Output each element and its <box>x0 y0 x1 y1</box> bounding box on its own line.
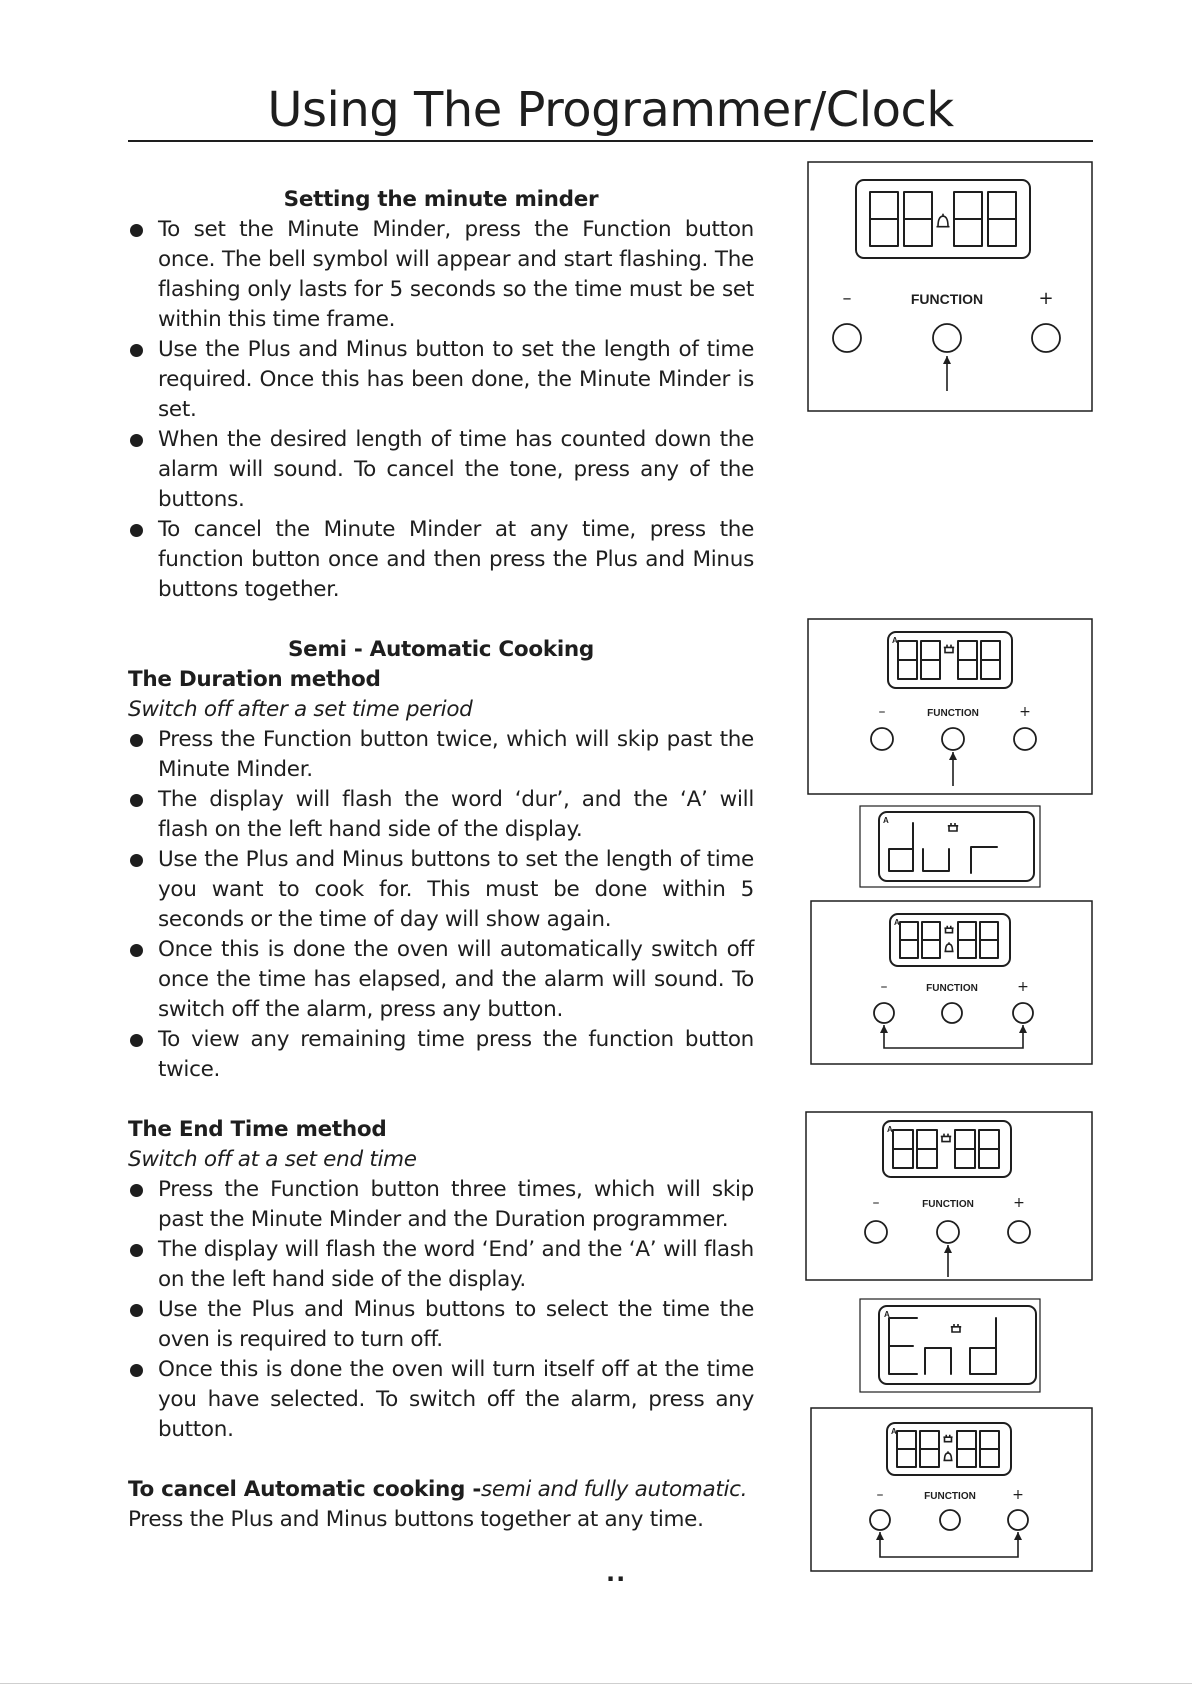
function-button <box>933 324 961 352</box>
plus-label: + <box>1017 979 1029 995</box>
function-button <box>942 728 964 750</box>
list-item: The display will flash the word ‘dur’, and the ‘A’ will flash on the left hand side of the display. <box>128 785 754 845</box>
cancel-automatic-text: Press the Plus and Minus buttons together at any time. <box>128 1507 704 1532</box>
function-label: FUNCTION <box>924 1491 976 1502</box>
end-time-function-panel-diagram <box>805 1111 1093 1281</box>
end-time-method-list <box>128 1175 754 1445</box>
instructions-column <box>128 185 754 1535</box>
list-item: Press the Function button three times, which will skip past the Minute Minder and the Duration programmer. <box>128 1175 754 1235</box>
list-item: To view any remaining time press the function button twice. <box>128 1025 754 1085</box>
minus-label: – <box>842 288 852 309</box>
page-marker: .. <box>606 1559 627 1587</box>
plus-button <box>1008 1510 1028 1530</box>
plus-label: + <box>1038 288 1054 309</box>
end-display-diagram <box>859 1298 1041 1393</box>
minus-label: – <box>878 704 886 720</box>
page-title: Using The Programmer/Clock <box>267 82 954 138</box>
auto-indicator: A <box>891 1427 897 1436</box>
auto-indicator: A <box>892 636 898 645</box>
list-item: Use the Plus and Minus buttons to set the length of time you want to cook for. This must be done within 5 seconds or the time of day will show again. <box>128 845 754 935</box>
minute-minder-panel-diagram <box>807 161 1093 412</box>
plus-button <box>1014 728 1036 750</box>
minus-label: – <box>876 1487 884 1503</box>
plus-label: + <box>1013 1195 1025 1211</box>
minus-label: – <box>880 979 888 995</box>
duration-method-list <box>128 725 754 1085</box>
duration-plus-minus-panel-diagram <box>810 900 1093 1065</box>
title-divider <box>128 140 1093 142</box>
spacer <box>128 1445 754 1475</box>
cancel-automatic-heading <box>128 1475 754 1505</box>
list-item: To cancel the Minute Minder at any time, press the function button once and then press the Plus and Minus buttons together. <box>128 515 754 605</box>
minute-minder-list <box>128 215 754 605</box>
function-button <box>940 1510 960 1530</box>
list-item: The display will flash the word ‘End’ and the ‘A’ will flash on the left hand side of the display. <box>128 1235 754 1295</box>
minus-button <box>874 1003 894 1023</box>
function-label: FUNCTION <box>926 983 978 994</box>
bottom-divider <box>0 1683 1192 1684</box>
list-item: Once this is done the oven will turn itself off at the time you have selected. To switch off the alarm, press any button. <box>128 1355 754 1445</box>
minus-button <box>833 324 861 352</box>
duration-method-title: The Duration method <box>128 667 381 692</box>
plus-button <box>1032 324 1060 352</box>
list-item: Use the Plus and Minus buttons to select the time the oven is required to turn off. <box>128 1295 754 1355</box>
list-item: Use the Plus and Minus button to set the length of time required. Once this has been done, the Minute Minder is set. <box>128 335 754 425</box>
list-item: Press the Function button twice, which will skip past the Minute Minder. <box>128 725 754 785</box>
duration-method-subtitle: Switch off after a set time period <box>128 697 473 722</box>
plus-label: + <box>1019 704 1031 720</box>
minus-button <box>865 1221 887 1243</box>
spacer <box>128 605 754 635</box>
function-label: FUNCTION <box>910 291 984 307</box>
dur-display-diagram <box>859 805 1041 888</box>
auto-indicator: A <box>887 1125 893 1134</box>
list-item: Once this is done the oven will automatically switch off once the time has elapsed, and the alarm will sound. To switch off the alarm, press any button. <box>128 935 754 1025</box>
minute-minder-heading: Setting the minute minder <box>283 187 599 212</box>
function-label: FUNCTION <box>927 708 979 719</box>
plus-label: + <box>1012 1487 1024 1503</box>
duration-function-panel-diagram <box>807 618 1093 795</box>
plus-button <box>1008 1221 1030 1243</box>
function-button <box>937 1221 959 1243</box>
cancel-automatic-scope: semi and fully automatic. <box>480 1477 748 1502</box>
function-button <box>942 1003 962 1023</box>
list-item: To set the Minute Minder, press the Function button once. The bell symbol will appear and start flashing. The flashing only lasts for 5 seconds so the time must be set within this time frame. <box>128 215 754 335</box>
function-label: FUNCTION <box>922 1199 974 1210</box>
list-item: When the desired length of time has counted down the alarm will sound. To cancel the tone, press any of the buttons. <box>128 425 754 515</box>
auto-indicator: A <box>883 816 889 825</box>
end-time-method-title: The End Time method <box>128 1117 387 1142</box>
semi-automatic-heading: Semi - Automatic Cooking <box>288 637 594 662</box>
minus-button <box>870 1510 890 1530</box>
cancel-automatic-label: To cancel Automatic cooking - <box>128 1477 481 1502</box>
plus-button <box>1013 1003 1033 1023</box>
spacer <box>128 1085 754 1115</box>
auto-indicator: A <box>884 1310 890 1319</box>
minus-label: – <box>872 1195 880 1211</box>
end-time-method-subtitle: Switch off at a set end time <box>128 1147 417 1172</box>
auto-indicator: A <box>894 918 900 927</box>
minus-button <box>871 728 893 750</box>
end-time-plus-minus-panel-diagram <box>810 1407 1093 1572</box>
